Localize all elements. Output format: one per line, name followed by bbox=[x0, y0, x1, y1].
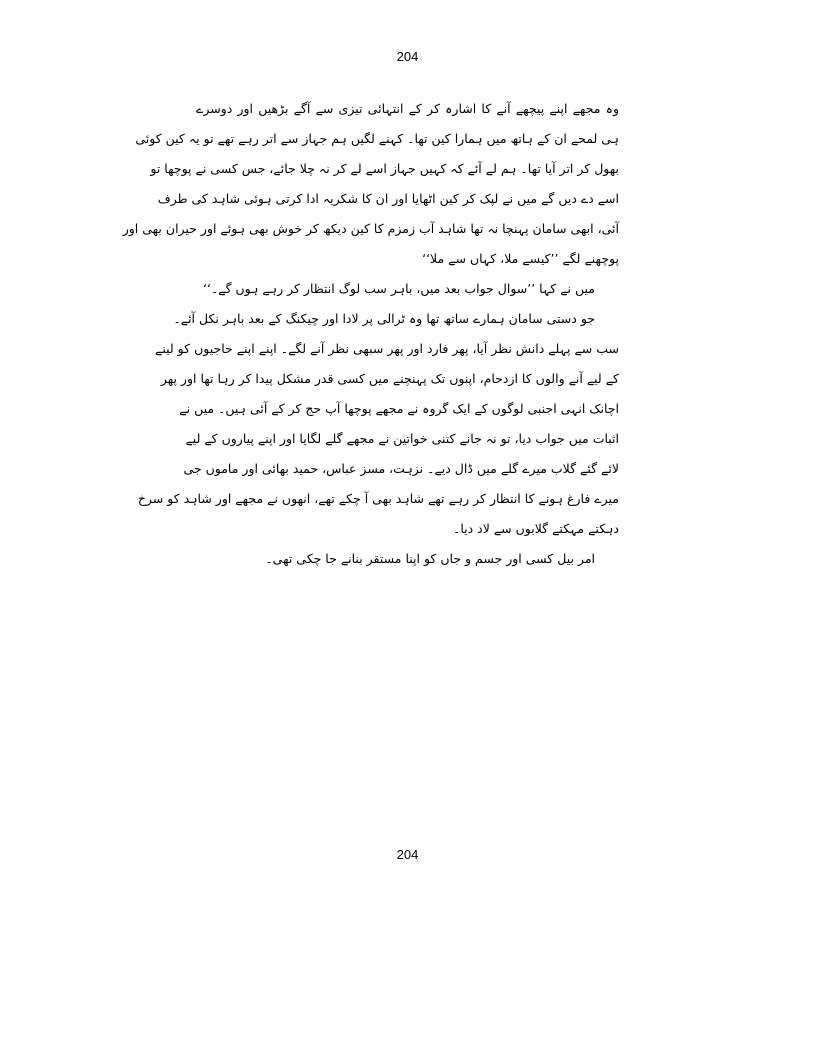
text-line: میں نے کہا ’’سوال جواب بعد میں، باہر سب لوگ انتظار کر رہے ہوں گے۔‘‘ bbox=[202, 281, 595, 296]
text-line: وہ مجھے اپنے پیچھے آنے کا اشارہ کر کے انتہائی تیزی سے آگے بڑھیں اور دوسرے bbox=[196, 101, 619, 116]
text-line: پوچھنے لگے ’’کیسے ملا، کہاں سے ملا‘‘ bbox=[422, 251, 619, 266]
text-line: میرے فارغ ہونے کا انتظار کر رہے تھے شاہد بھی آ چکے تھے، انھوں نے مجھے اور شاہد کو سرخ bbox=[137, 491, 619, 506]
page-number-bottom: 204 bbox=[396, 847, 419, 862]
body-text bbox=[122, 94, 619, 574]
text-line: جو دستی سامان ہمارے ساتھ تھا وہ ٹرالی پر لادا اور چیکنگ کے بعد باہر نکل آئے۔ bbox=[173, 311, 595, 326]
text-line: لائے گئے گلاب میرے گلے میں ڈال دیے۔ نزہت، مسز عباس، حمید بھائی اور ماموں جی bbox=[183, 461, 619, 476]
text-line: آئی، ابھی سامان پہنچا نہ تھا شاہد آب زمزم کا کین دیکھ کر خوش بھی ہوئے اور حیران بھی اور bbox=[122, 221, 619, 236]
text-line: اثبات میں جواب دیا، تو نہ جانے کتنی خواتین نے مجھے گلے لگایا اور اپنے پیاروں کے لیے bbox=[185, 431, 619, 446]
text-line: سب سے پہلے دانش نظر آیا، پھر فارد اور پھر سبھی نظر آنے لگے۔ اپنے اپنے حاجیوں کو لینے bbox=[155, 341, 619, 356]
text-line: اسے دے دیں گے میں نے لپک کر کین اٹھایا اور ان کا شکریہ ادا کرتی ہوئی شاہد کی طرف bbox=[157, 191, 619, 206]
text-line: کے لیے آنے والوں کا ازدحام، اپنوں تک پہنچنے میں کسی قدر مشکل پیدا کر رہا تھا اور پھر bbox=[160, 371, 619, 386]
text-line: اچانک انہی اجنبی لوگوں کے ایک گروہ نے مجھے پوچھا آپ حج کر کے آئی ہیں۔ میں نے bbox=[179, 401, 619, 416]
page-number-top: 204 bbox=[396, 49, 419, 64]
text-line: دہکتے مہکتے گلابوں سے لاد دیا۔ bbox=[453, 521, 619, 536]
text-line: بھول کر اتر آیا تھا۔ ہم لے آئے کہ کہیں جہاز اسے لے کر نہ چلا جائے، جس کسی نے پوچھا تو bbox=[150, 161, 619, 176]
text-line: ہی لمحے ان کے ہاتھ میں ہمارا کین تھا۔ کہنے لگیں ہم جہاز سے اتر رہے تھے تو یہ کین کوئی bbox=[135, 131, 619, 146]
text-line: امر بیل کسی اور جسم و جاں کو اپنا مستقر بنانے جا چکی تھی۔ bbox=[265, 551, 595, 566]
